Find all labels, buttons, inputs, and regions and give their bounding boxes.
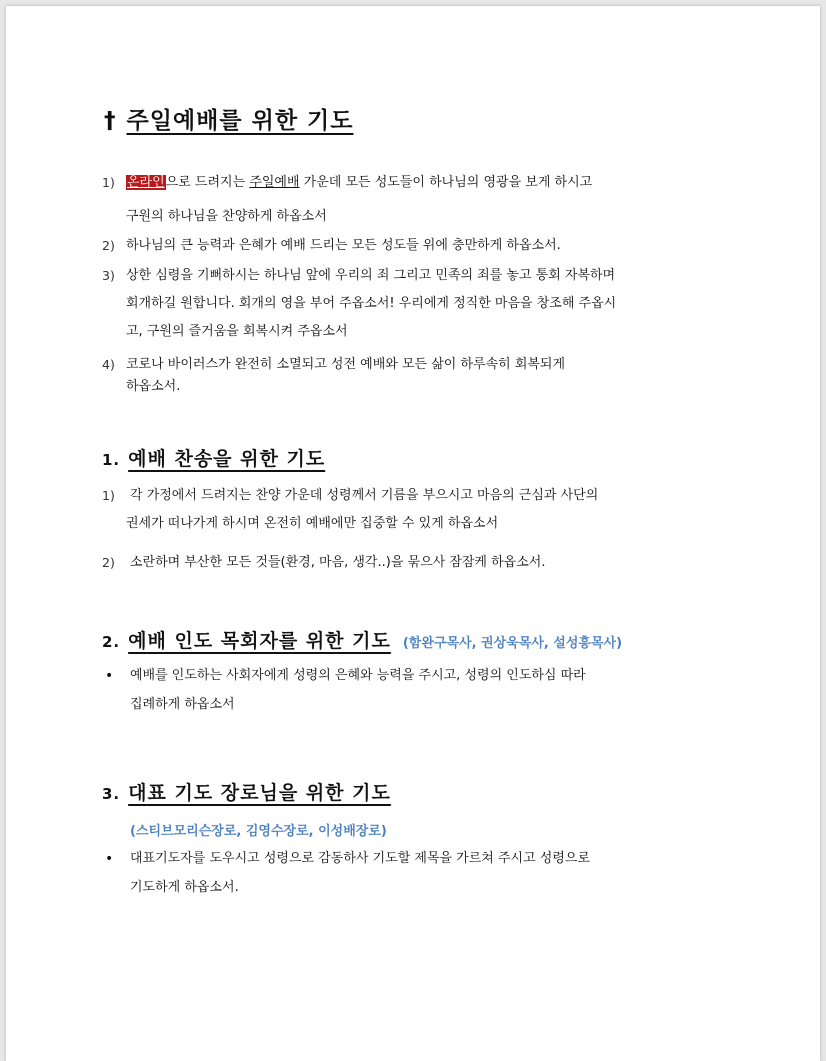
intro-item3-marker: 3) [102,268,115,283]
intro-item4-line2: 하옵소서. [126,379,181,394]
document-page [6,6,820,1061]
section2-bullet: • [105,668,114,684]
section2-pastor-names: (함완구목사, 권상욱목사, 설성흥목사) [402,636,623,651]
section1-item1-marker: 1) [102,488,115,503]
section1-item2-marker: 2) [102,555,115,570]
section1-item2-line1: 소란하며 부산한 모든 것들(환경, 마음, 생각..)을 묶으사 잠잠케 하옵소서. [130,555,546,570]
section2-title [102,626,622,653]
intro-item4-line1: 코로나 바이러스가 완전히 소멸되고 성전 예배와 모든 삶이 하루속히 회복되게 [126,357,566,372]
intro-item4-marker: 4) [102,357,115,372]
section3-item1-line1: 대표기도자를 도우시고 성령으로 감동하사 기도할 제목을 가르쳐 주시고 성령으로 [130,851,591,866]
section2-item1-line2: 집례하게 하옵소서 [130,697,235,712]
section2-number: 2. [102,633,121,651]
section2-item1-line1: 예배를 인도하는 사회자에게 성령의 은혜와 능력을 주시고, 성령의 인도하심 따라 [130,668,586,683]
intro-item3-line2: 회개하길 원합니다. 회개의 영을 부어 주옵소서! 우리에게 정직한 마음을 창조해 주옵시 [126,296,617,311]
section3-title-text: 대표 기도 장로님을 위한 기도 [128,782,391,804]
intro-item1-marker: 1) [102,175,115,190]
section1-item1-line2: 권세가 떠나가게 하시며 온전히 예배에만 집중할 수 있게 하옵소서 [126,516,499,531]
section3-title [102,778,391,805]
cross-icon: † [104,108,117,134]
intro-item1-line1 [126,175,592,191]
page-title [104,102,353,135]
intro-item1-part-b: 가운데 모든 성도들이 하나님의 영광을 보게 하시고 [299,175,593,190]
section3-item1-line2: 기도하게 하옵소서. [130,880,239,895]
section1-title [102,444,325,471]
section1-item1-line1: 각 가정에서 드려지는 찬양 가운데 성령께서 기름을 부으시고 마음의 근심과 사단의 [130,488,599,503]
section3-number: 3. [102,785,121,803]
section3-bullet: • [105,851,114,867]
highlighted-word: 온라인 [127,175,165,190]
intro-item1-part-a: 으로 드려지는 [165,175,250,190]
intro-item3-line1: 상한 심령을 기뻐하시는 하나님 앞에 우리의 죄 그리고 민족의 죄를 놓고 통회 자복하며 [126,268,616,283]
page-title-text: 주일예배를 위한 기도 [126,108,354,134]
section1-number: 1. [102,451,121,469]
intro-item3-line3: 고, 구원의 즐거움을 회복시켜 주옵소서 [126,324,348,339]
section1-title-text: 예배 찬송을 위한 기도 [128,448,326,470]
section3-elder-names: (스티브모리슨장로, 김영수장로, 이성배장로) [130,824,387,839]
intro-item2-line1: 하나님의 큰 능력과 은혜가 예배 드리는 모든 성도들 위에 충만하게 하옵소서. [126,238,561,253]
intro-item2-marker: 2) [102,238,115,253]
underlined-word: 주일예배 [249,175,300,190]
section2-title-text: 예배 인도 목회자를 위한 기도 [128,630,391,652]
intro-item1-line2: 구원의 하나님을 찬양하게 하옵소서 [126,209,327,224]
